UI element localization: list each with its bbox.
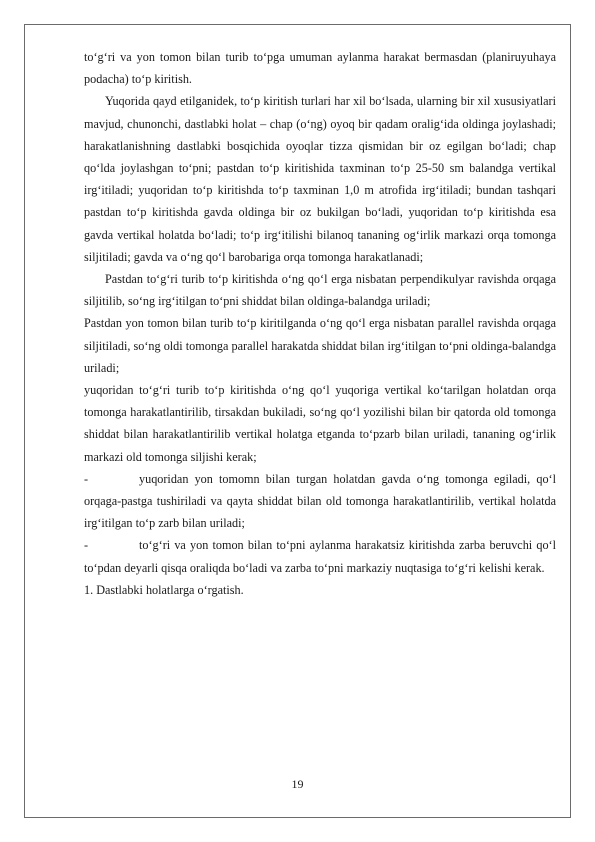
page-number: 19 [291, 777, 304, 791]
paragraph-underhand-straight: Pastdan to‘g‘ri turib to‘p kiritishda o‘ng qo‘l erga nisbatan perpendikulyar ravishda orqaga siljitilib, so‘ng irg‘itilgan to‘pni shiddat bilan oldinga-balandga uriladi; [84, 272, 556, 309]
list-dash: - [84, 471, 89, 486]
list-item-overhand-side [84, 468, 556, 535]
paragraph-overhand-straight: yuqoridan to‘g‘ri turib to‘p kiritishda o‘ng qo‘l yuqoriga vertikal ko‘tarilgan holatdan orqa tomonga harakatlantirilib, tirsakdan bukiladi, so‘ng qo‘l yozilishi bilan bir qatorda old tomonga shiddat bilan harakatlantirilib vertikal holatga etganda to‘pzarb bilan uriladi, tananing og‘irlik markazi old tomonga siljishi kerak; [84, 383, 556, 464]
section-heading-initial-positions: 1. Dastlabki holatlarga o‘rgatish. [84, 582, 244, 597]
list-dash: - [84, 538, 89, 553]
paragraph-common-features: Yuqorida qayd etilganidek, to‘p kiritish turlari har xil bo‘lsada, ularning bir xil xususiyatlari mavjud, chunonchi, dastlabki holat – chap (o‘ng) oyoq bir qadam oralig‘ida oldinga joylashadi; harakatlanishning dastlabki bosqichida oyoqlar tizza qismidan bir oz egilgan bo‘ladi; chap qo‘lda joylashgan to‘pni; pastdan to‘p kiritishida taxminan to‘p 25-50 sm balandga vertikal irg‘itiladi; yuqoridan to‘p kiritishda to‘p taxminan 1,0 m atrofida irg‘itiladi; bundan tashqari pastdan to‘p kiritishda gavda oldinga bir oz bukilgan bo‘ladi, yuqoridan to‘p kiritishda esa gavda vertikal holatda bo‘ladi; to‘p irg‘itilishi bilanoq tananing og‘irlik markazi orqa tomonga siljitiladi; gavda va o‘ng qo‘l barobariga orqa tomonga harakatlanadi; [84, 94, 556, 264]
list-item-no-spin [84, 534, 556, 578]
paragraph-underhand-side: Pastdan yon tomon bilan turib to‘p kiritilganda o‘ng qo‘l erga nisbatan parallel ravishda orqaga siljitiladi, so‘ng oldi tomonga parallel harakatda shiddat bilan irg‘itilgan to‘pni oldinga-balandga uriladi; [84, 316, 556, 375]
list-item-text: yuqoridan yon tomomn bilan turgan holatdan gavda o‘ng tomonga egiladi, qo‘l orqaga-pastga tushiriladi va qayta shiddat bilan old tomonga harakatlantirilib, vertikal holatda irg‘itilgan to‘p zarb bilan uriladi; [84, 471, 556, 531]
list-item-text: to‘g‘ri va yon tomon bilan to‘pni aylanma harakatsiz kiritishda zarba beruvchi qo‘l to‘pdan deyarli qisqa oraliqda bo‘ladi va zarba to‘pni markaziy nuqtasiga to‘g‘ri kelishi kerak. [84, 538, 556, 575]
document-body [84, 46, 556, 601]
paragraph-serve-intro: to‘g‘ri va yon tomon bilan turib to‘pga umuman aylanma harakat bermasdan (planiruyuhaya podacha) to‘p kiritish. [84, 50, 556, 87]
